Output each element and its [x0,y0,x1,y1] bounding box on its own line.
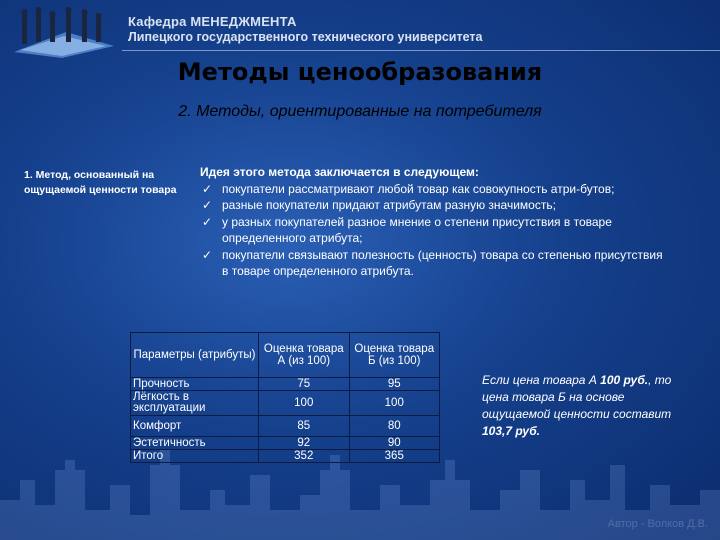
score-b-cell: 80 [349,416,440,437]
score-b-cell: 90 [349,437,440,450]
price-b: 103,7 руб. [482,424,540,438]
total-b-cell: 365 [349,450,440,463]
list-item [200,181,670,198]
score-a-cell: 92 [259,437,349,450]
checkmark-icon: ✓ [201,181,213,196]
table-row [131,416,440,437]
list-item [200,197,670,214]
department-logo [6,6,116,58]
checkmark-icon: ✓ [201,198,213,212]
header-divider [122,50,720,51]
header-product-b: Оценка товара Б (из 100) [349,333,440,378]
header-params: Параметры (атрибуты) [131,333,259,378]
idea-heading: Идея этого метода заключается в следующем: [200,165,479,179]
price-a: 100 руб. [600,373,649,387]
checkmark-icon: ✓ [201,247,213,262]
total-a-cell: 352 [259,450,349,463]
header-department: Кафедра МЕНЕДЖМЕНТА [128,14,297,29]
score-a-cell: 100 [259,391,349,416]
param-cell: Прочность [131,378,259,391]
list-item [200,214,670,247]
score-a-cell: 75 [259,378,349,391]
header-university: Липецкого государственного технического университета [128,30,483,44]
table-row [131,378,440,391]
param-cell: Итого [131,450,259,463]
score-b-cell: 95 [349,378,440,391]
conclusion-text [482,372,672,440]
conclusion-part2: , то цена товара Б на основе ощущаемой ценности составит [482,373,672,421]
checkmark-icon: ✓ [201,214,213,229]
list-item [200,247,670,280]
idea-list [200,181,670,280]
author-credit: Автор - Волков Д.В. [607,518,708,530]
conclusion-part1: Если цена товара А [482,373,601,387]
idea-item-text: покупатели связывают полезность (ценность) товара со степенью присутствия в товаре определенного атрибута. [222,247,663,278]
header-product-a: Оценка товара А (из 100) [259,333,349,378]
score-b-cell: 100 [349,391,440,416]
table-header-row [131,333,440,378]
table-row [131,450,440,463]
table-row [131,391,440,416]
method-label: 1. Метод, основанный на ощущаемой ценности товара [24,169,177,196]
table-row [131,437,440,450]
page-subtitle: 2. Методы, ориентированные на потребителя [178,103,542,120]
idea-item-text: у разных покупателей разное мнение о степени присутствия в товаре определенного атрибута; [222,214,612,245]
param-cell: Комфорт [131,416,259,437]
param-cell: Эстетичность [131,437,259,450]
idea-block [200,164,670,280]
attributes-table [130,332,440,463]
idea-item-text: разные покупатели придают атрибутам разную значимость; [222,198,556,212]
param-cell: Лёгкость в эксплуатации [131,391,259,416]
page-title: Методы ценообразования [177,58,543,86]
idea-item-text: покупатели рассматривают любой товар как совокупность атри-бутов; [222,181,615,196]
score-a-cell: 85 [259,416,349,437]
